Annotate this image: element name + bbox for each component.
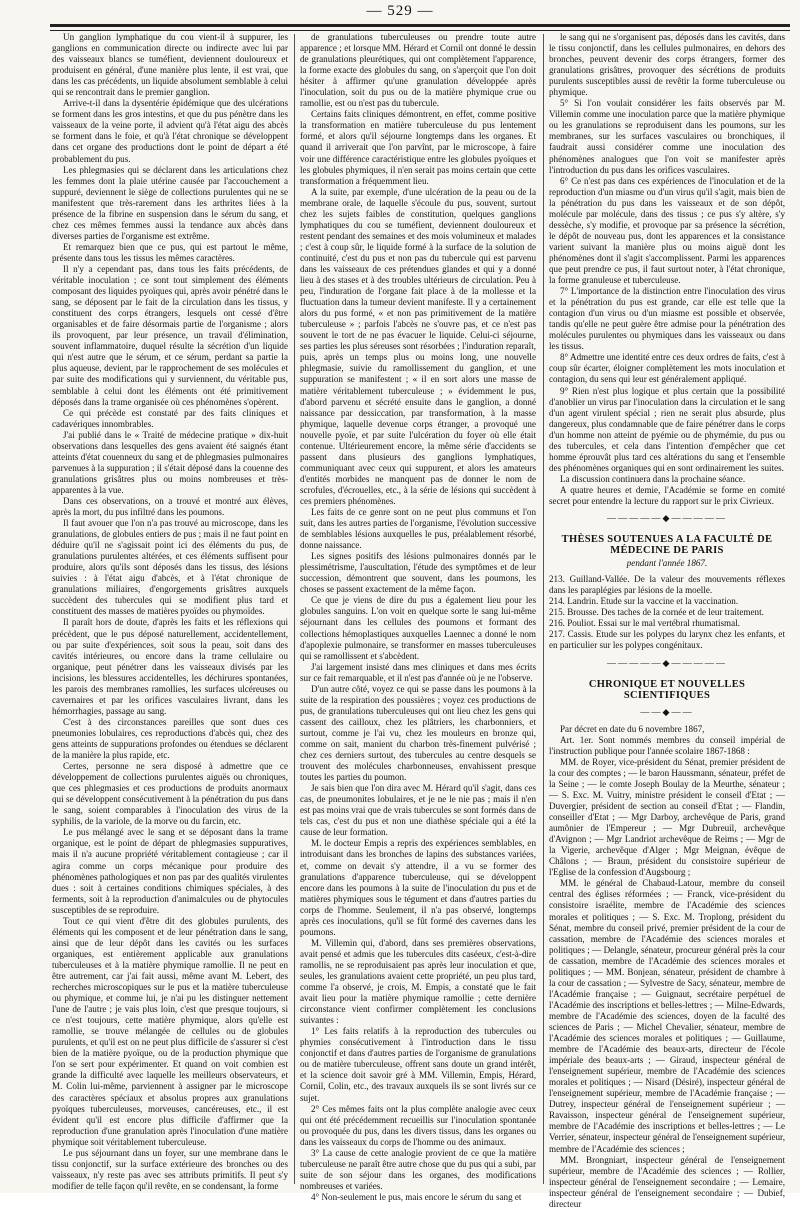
paragraph: 6° Ce n'est pas dans ces expériences de l'inoculation et de la reproduction d'un miasme ou d'un virus qu'il s'agit, mais bien de la pénétration du pus dans les vaisseaux et de son dépôt, molécule par molécule, dans des tissus ; ce pus s'y altère, s'y dessèche, s'y modifie, et provoque par sa présence la sécrétion, le dépôt de nouveau pus, dont les apparences et la consistance varient suivant la manière plus ou moins aiguë dont les phénomènes dont il s'agit s'accomplissent. Parmi les apparences que peut prendre ce pus, il faut surtout noter, à l'état chronique, la forme granuleuse et tuberculeuse.	[549, 175, 785, 286]
column-2	[300, 32, 536, 1202]
paragraph: 9° Rien n'est plus logique et plus certain que la possibilité d'anoblier un virus par l'inoculation dans la circulation et le sang d'un agent virulent spécial ; rien ne serait plus absurde, plus dangereux, plus condamnable que de faire pénétrer dans le corps d'un homme non atteint de pyémie ou de phymémie, du pus ou des tubercules, et cela dans l'intention d'empêcher que cet homme éprouvât plus tard ces altérations du sang et l'ensemble des phénomènes organiques qui en sont ordinairement les suites.	[549, 385, 785, 473]
paragraph: 4° Non-seulement le pus, mais encore le sérum du sang et	[311, 1191, 522, 1202]
paragraph: M. Villemin qui, d'abord, dans ses premières observations, avait pensé et admis que les tubercules dits caséeux, c'est-à-dire ramollis, ne se reproduisaient pas après leur inoculation et que, seules, les granulations avaient cette propriété, un peu plus tard, comme l'a observé, je crois, M. Empis, a constaté que le fait avait lieu pour la matière phymique ramollie ; cette dernière circonstance vient confirmer complètement les conclusions suivantes :	[300, 937, 536, 1026]
paragraph: D'un autre côté, voyez ce qui se passe dans les poumons à la suite de la respiration des poussières ; voyez ces productions de pus, de granulations tuberculeuses qui ont lieu chez les gens qui cassent des cailloux, chez les plâtriers, les charbonniers, et surtout, comme je l'ai vu, chez les mouleurs en bronze qui, comme on sait, manient du charbon très-finement pulvérisé ; chez ces derniers surtout, des tubercules au centre desquels se trouvent des molécules charbonneuses, envahissent presque toutes les parties du poumon.	[300, 683, 536, 783]
paragraph: 216. Pouliot. Essai sur le mal vertébral rhumatismal.	[549, 618, 740, 629]
paragraph: Ce que je viens de dire du pus a également lieu pour les globules sanguins. L'on voit en quelque sorte le sang lui-même séjournant dans les cellules des poumons et formant des collections hémoplastiques auxquelles Laennec a donné le nom d'apoplexie pulmonaire, se transformer en masses tuberculeuses qui se ramollissent et s'abcèdent.	[300, 595, 536, 661]
paragraph: M. le docteur Empis a repris des expériences semblables, en introduisant dans les bronches de lapins des substances variées, et, comme on devait s'y attendre, il a vu se former des granulations d'apparence tuberculeuse, qui se développent encore dans les poumons à la suite de l'inoculation du pus et de matières phymiques sous le tégument et dans d'autres parties du corps de l'homme. Seulement, il n'a pas observé, longtemps après ces inoculations, qu'il se fût formé des cavernes dans les poumons.	[300, 838, 536, 937]
paragraph: Dans ces observations, on a trouvé et montré aux élèves, après la mort, du pus infiltré dans les poumons.	[52, 495, 288, 518]
paragraph: 214. Landrin. Etude sur la vaccine et la vaccination.	[549, 596, 739, 607]
paragraph: Tout ce qui vient d'être dit des globules purulents, des éléments qui les composent et de leur pénétration dans le sang, ainsi que de leur dépôt dans les cavités ou les surfaces organiques, est entièrement applicable aux granulations tuberculeuses et à la matière phymique ramollie. Il ne peut en être autrement, car j'ai fait aussi, même avant M. Lebert, des recherches microscopiques sur le pus et la matière tuberculeuse ou phymique, et comme lui, je n'ai pu les distinguer nettement l'une de l'autre ; je vais plus loin, c'est que presque toujours, si ce n'est toujours, cette matière phymique, alors qu'elle est ramollie, se trouve mélangée de cellules ou de globules purulents, et qu'il est on ne peut plus difficile de s'assurer si c'est bien de la matière pyoïque, ou de la production phymique que l'on se sert pour expérimenter. Et quand on voit combien est grande la difficulté avec laquelle les meilleurs observateurs, et M. Colin lui-même, parviennent à assigner par le microscope des caractères spéciaux et absolus propres aux granulations pyoïques tuberculeuses, morveuses, cancéreuses, etc., il est évident qu'il est encore plus difficile d'affirmer que la reproduction d'une granulation après l'inoculation d'une matière phymique soit véritablement tuberculeuse.	[52, 915, 288, 1147]
paragraph: 7° L'importance de la distinction entre l'inoculation des virus et la pénétration du pus est grande, car elle est telle que la contagion d'un virus ou d'un miasme est possible et observée, tandis qu'elle ne peut guère être admise pour la pénétration des molécules purulentes ou phymiques dans les vaisseaux ou dans les tissus.	[549, 286, 785, 352]
paragraph: A la suite, par exemple, d'une ulcération de la peau ou de la membrane orale, de laquelle s'écoule du pus, souvent, surtout chez les sujets faibles de constitution, quelques ganglions lymphatiques du cou se tuméfient, deviennent douloureux et restent pendant des semaines et des mois volumineux et malades ; c'est à coup sûr, le liquide formé à la surface de la solution de continuité, c'est du pus et non pas du tubercule qui est parvenu dans les vaisseaux de ces prétendues glandes et qui y a donné lieu à des stases et à des troubles ultérieurs de circulation. Peu à peu, l'induration de l'organe fait place à de la mollesse et la fluctuation dans la tumeur devient manifeste. Il y a certainement alors du pus formé, « et non pas primitivement de la matière tuberculeuse » ; parfois l'abcès ne s'ouvre pas, et ce n'est pas souvent le tort de ne pas évacuer le liquide. Celui-ci séjourne, ses parties les plus séreuses sont résorbées ; l'induration reparaît, puis, après un temps plus ou moins long, une nouvelle phlegmasie, suivie du ramollissement du ganglion, et une suppuration se manifestent ; « il en sort alors une masse de matière véritablement tuberculeuse ; » évidemment le pus, d'abord parvenu et sécrété ensuite dans le ganglion, a donné naissance par dessiccation, par transformation, à la masse phymique, laquelle devenue corps étranger, a provoqué une nouvelle pyoïe, et par suite l'ulcération du foyer où elle était contenue. Ultérieurement encore, la même série d'accidents se passent dans plusieurs des ganglions lymphatiques, communiquant avec ceux qui suppurent, et alors les amateurs d'entités morbides ne manquent pas de donner le nom de scrofules, d'écrouelles, etc., à la série de lésions qui succèdent à ces premiers phénomènes.	[300, 186, 536, 506]
paragraph: le sang qui ne s'organisent pas, déposés dans les cavités, dans le tissu conjonctif, dans les cellules pulmonaires, en dehors des bronches, peuvent devenir des corps étrangers, former des granulations grisâtres, provoquer des sécrétions de produits purulents susceptibles aussi de revêtir la forme tuberculeuse ou phymique.	[549, 32, 785, 98]
theses-heading: THÈSES SOUTENUES A LA FACULTÉ DE MÉDECINE DE PARIS	[561, 534, 773, 557]
paragraph: 8° Admettre une identité entre ces deux ordres de faits, c'est à coup sûr écarter, éloigner complètement les mots inoculation et contagion, du sens qui leur est généralement appliqué.	[549, 352, 785, 385]
paragraph: Il paraît hors de doute, d'après les faits et les réflexions qui précèdent, que le pus déposé naturellement, accidentellement, ou par suite d'expériences, soit sous la peau, soit dans des cavités intérieures, ou encore dans la trame cellulaire ou organique, peut pénétrer dans les vaisseaux divisés par les incisions, les blessures accidentelles, les déchirures spontanées, les parois des membranes ramollies, les surfaces ulcéreuses ou cavernaires et par les orifices vasculaires livrant, dans les hémorrhagies, passage au sang.	[52, 617, 288, 716]
ornament-divider: —————◆—————	[607, 657, 727, 668]
header-rule	[50, 24, 790, 31]
paragraph: de granulations tuberculeuses ou prendre toute autre apparence ; et lorsque MM. Hérard et Cornil ont donné le dessin de granulations pleurétiques, qui ont complètement l'apparence, la forme exacte des globules du sang, on s'aperçoit que l'on doit hésiter à affirmer qu'une granulation développée après l'inoculation, soit du pus ou de la matière phymique crue ou ramollie, est ou n'est pas du tubercule.	[300, 32, 536, 109]
paragraph: Je sais bien que l'on dira avec M. Hérard qu'il s'agit, dans ces cas, de pneumonites lobulaires, et je ne le nie pas ; mais il n'en est pas moins vrai que de vrais tubercules se sont formés dans de tels cas, c'est du pus et non une diathèse spéciale qui a été la cause de leur formation.	[300, 783, 536, 838]
paragraph: Arrive-t-il dans la dysentérie épidémique que des ulcérations se forment dans les gros intestins, et que du pus pénètre dans les vaisseaux de la veine porte, il advient qu'à l'état aigu des abcès se forment dans le foie, et qu'à l'état chronique se développent dans cet organe des productions dont le point de départ a été probablement du pus.	[52, 98, 288, 164]
column-3-text	[549, 32, 785, 507]
paragraph: 2° Ces mêmes faits ont la plus complète analogie avec ceux qui ont été précédemment recueillis sur l'inoculation spontanée ou provoquée du pus, dans les divers tissus, dans les organes ou dans les vaisseaux du corps de l'homme ou des animaux.	[300, 1103, 536, 1147]
column-divider	[543, 34, 544, 1184]
paragraph: J'ai largement insisté dans mes cliniques et dans mes écrits sur ce fait remarquable, et il n'est pas d'année où je ne l'observe.	[300, 661, 536, 683]
paragraph: A quatre heures et demie, l'Académie se forme en comité secret pour entendre la lecture du rapport sur le prix Civrieux.	[549, 484, 785, 506]
paragraph: 3° La cause de cette analogie provient de ce que la matière tuberculeuse ne paraît être autre chose que du pus qui a subi, par suite de son séjour dans les organes, des modifications nombreuses et variées.	[300, 1147, 536, 1191]
paragraph: 213. Guilland-Vallée. De la valeur des mouvements réflexes dans les paraplégies par lésions de la moelle.	[549, 574, 785, 596]
paragraph: MM. de Royer, vice-président du Sénat, premier président de la cour des comptes ; — le baron Haussmann, sénateur, préfet de la Seine ; — le comte Joseph Boulay de la Meurthe, sénateur ; — S. Exc. M. Vuitry, ministre président le conseil d'Etat ; — Duvergier, président de section au conseil d'Etat ; — Flandin, conseiller d'Etat ; — Mgr Darboy, archevêque de Paris, grand aumônier de l'Empereur ; — Mgr Dubreuil, archevêque d'Avignon ; — Mgr Landriot archevêque de Reims ; — Mgr de la Vigerie, archevêque d'Alger ; Mgr Meignan, évêque de Châlons ; — Braun, président du consistoire supérieur de l'Eglise de la confession d'Augsbourg ;	[549, 756, 785, 878]
column-3	[549, 32, 785, 1209]
column-divider	[294, 34, 295, 1184]
paragraph: Ce qui précède est constaté par des faits cliniques et cadavériques innombrables.	[52, 407, 288, 429]
paragraph: Il n'y a cependant pas, dans tous les faits précédents, de véritable inoculation ; ce sont tout simplement des éléments composant des liquides pyoïques qui, après avoir pénétré dans le sang, se déposent par le fait de la circulation dans les tissus, y constituent des corps étrangers, lesquels ont cessé d'être organisables et de faire désormais partie de l'organisme ; alors ils provoquent, par leur présence, un travail d'élimination, souvent inflammatoire, duquel résulte la sécrétion d'un liquide qui n'est autre que le sérum, et ce sérum, perdant sa partie la plus aqueuse, devient, par le rapprochement de ses molécules et par suite des modifications qui y surviennent, du véritable pus, semblable à celui dont les éléments ont été primitivement déposés dans la trame organisée où ces phénomènes s'opèrent.	[52, 263, 288, 407]
paragraph: Les faits de ce genre sont on ne peut plus communs et l'on suit, dans les autres parties de l'organisme, l'évolution successive de semblables lésions auxquelles le pus, préalablement résorbé, donne naissance.	[300, 507, 536, 551]
ornament-divider: —————◆—————	[607, 513, 727, 524]
paragraph: 1° Les faits relatifs à la reproduction des tubercules ou phymies consécutivement à l'introduction dans le tissu conjonctif et dans d'autres parties de l'organisme de granulations ou de matière tuberculeuse, offrent sans doute un grand intérêt, et la science doit savoir gré à MM. Villemin, Empis, Hérard, Cornil, Colin, etc., des travaux auxquels ils se sont livrés sur ce sujet.	[300, 1026, 536, 1103]
paragraph: MM. le général de Chabaud-Latour, membre du conseil central des églises réformées ; — Franck, vice-président du consistoire israélite, membre de l'Académie des sciences morales et politiques ; — S. Exc. M. Troplong, président du Sénat, membre du conseil privé, premier président de la cour de cassation, membre de l'Académie des sciences morales et politiques ; — Delangle, sénateur, procureur général près la cour de cassation, membre de l'Académie des sciences morales et politiques ; — MM. Bonjean, sénateur, président de chambre à la cour de cassation ; — Sylvestre de Sacy, sénateur, membre de l'Académie française ; — Guignaut, secrétaire perpétuel de l'Académie des inscriptions et belles-lettres ; — Milne-Edwards, membre de l'Académie des sciences, doyen de la faculté des sciences de Paris ; — Michel Chevalier, sénateur, membre de l'Académie des sciences morales et politiques ; — Guillaume, membre de l'Académie des beaux-arts, directeur de l'école impériale des beaux-arts ; — Giraud, inspecteur général de l'enseignement supérieur, membre de l'Académie des sciences morales et politiques ; — Nisard (Désiré), inspecteur général de l'enseignement supérieur, membre de l'Académie française ; — Dutrey, inspecteur général de l'enseignement supérieur ; — Ravaisson, inspecteur général de l'enseignement supérieur, membre de l'Académie des inscriptions et belles-lettres ; — Le Verrier, sénateur, inspecteur général de l'enseignement supérieur, membre de l'Académie des sciences ;	[549, 878, 785, 1154]
paragraph: La discussion continuera dans la prochaine séance.	[560, 473, 746, 484]
paragraph: Les phlegmasies qui se déclarent dans les articulations chez les femmes dont la plaie utérine causée par l'accouchement a suppuré, deviennent le siège de collections purulentes qui ne se manifestent que très-rarement dans les arthrites liées à la présence de la fibrine en suspension dans le sérum du sang, et chez ces mêmes femmes aussi la tendance aux abcès dans diverses parties de l'organisme est extrême.	[52, 164, 288, 241]
paragraph: 215. Brousse. Des taches de la cornée et de leur traitement.	[549, 607, 764, 618]
ornament-divider: ——◆——	[640, 706, 694, 717]
paragraph: Un ganglion lymphatique du cou vient-il à suppurer, les ganglions en communication directe ou indirecte avec lui par des vaisseaux blancs se tuméfient, deviennent douloureux et produisent en général, d'une manière plus lente, il est vrai, que dans les cas précédents, un liquide absolument semblable à celui qui se rencontrait dans le premier ganglion.	[52, 32, 288, 98]
paragraph: Art. 1er. Sont nommés membres du conseil impérial de l'instruction publique pour l'année scolaire 1867-1868 :	[549, 734, 785, 756]
paragraph: Le pus mélangé avec le sang et se déposant dans la trame organique, est le point de départ de phlegmasies suppuratives, mais il n'a aucune propriété véritablement contagieuse ; car il agira comme un corps mécanique pour produire des phénomènes pathologiques et non pas par des qualités virulentes dues : soit à certaines conditions chimiques spéciales, à des ferments, soit à la reproduction d'animalcules ou de phytocules susceptibles de se reproduire.	[52, 827, 288, 915]
paragraph: Certes, personne ne sera disposé à admettre que ce développement de collections purulentes aiguës ou chroniques, que ces phlegmasies et ces productions de produits anormaux qui se développent consécutivement à la pénétration du pus dans le sang, soient comparables à l'inoculation des virus de la syphilis, de la variole, de la morve ou du farcin, etc.	[52, 761, 288, 827]
paragraph: Il faut avouer que l'on n'a pas trouvé au microscope, dans les granulations, de globules entiers de pus ; mais il ne faut point en déduire qu'il ne s'agissait point ici des éléments du pus, de granulations purulentes altérées, et ces éléments suffisent pour produire, alors qu'ils sont déposés dans les tissus, des lésions suivies : à l'état aigu d'abcès, et à l'état chronique de granulations miliaires, d'engorgements grisâtres auxquels succèdent des tubercules qui se modifient plus tard et constituent des masses de matières pyoïdes ou phymoïdes.	[52, 518, 288, 617]
theses-subheading: pendant l'année 1867.	[626, 558, 708, 569]
paragraph: Par décret en date du 6 novembre 1867,	[560, 723, 705, 734]
paragraph: Le pus séjournant dans un foyer, sur une membrane dans le tissu conjonctif, sur la surface extérieure des bronches ou des vaisseaux, n'y reste pas avec ses attributs primitifs. Il peut s'y modifier de telle façon qu'il revête, en se condensant, la forme	[52, 1147, 288, 1191]
column-1	[52, 32, 288, 1191]
paragraph: Et remarquez bien que ce pus, qui est partout le même, présente dans tous les tissus les mêmes caractères.	[52, 241, 288, 263]
paragraph: Certains faits cliniques démontrent, en effet, comme positive la transformation en matière tuberculeuse du pus lentement formé, et alors qu'il séjourne longtemps dans les organes. Et quand il arriverait que l'on parvînt, par le microscope, à faire voir une différence caractéristique entre les globules pyoïques et les globules phymiques, il n'en serait pas moins certain que cette transformation a fréquemment lieu.	[300, 109, 536, 186]
chronique-text	[549, 724, 785, 1210]
chronique-heading: CHRONIQUE ET NOUVELLES SCIENTIFIQUES	[588, 678, 746, 701]
theses-list	[549, 574, 785, 651]
paragraph: 217. Cassis. Etude sur les polypes du larynx chez les enfants, et en particulier sur les polypes congénitaux.	[549, 629, 785, 651]
paragraph: Les signes positifs des lésions pulmonaires donnés par le plessimétrisme, l'auscultation, l'étude des symptômes et de leur succession, démontrent que souvent, dans les poumons, les choses se passent exactement de la même façon.	[300, 551, 536, 595]
page-number: — 529 —	[366, 3, 434, 19]
paragraph: C'est à des circonstances pareilles que sont dues ces pneumonies lobulaires, ces reproductions d'abcès qui, chez des gens atteints de suppurations profondes ou étendues se déclarent de la manière la plus rapide, etc.	[52, 716, 288, 761]
paragraph: 5° Si l'on voulait considérer les faits observés par M. Villemin comme une inoculation parce que la matière phymique ou les granulations se reproduisent dans les poumons, sur les membranes, sur les surfaces vasculaires ou bronchiques, il faudrait aussi considérer comme une inoculation des phénomènes analogues que l'on voit se manifester après l'introduction du pus dans les orifices vasculaires.	[549, 98, 785, 175]
paragraph: J'ai publié dans le « Traité de médecine pratique » dix-huit observations dans lesquelles des gens avaient été saignés étant atteints d'état couenneux du sang et de phlegmasies pulmonaires parvenues à la suppuration ; il s'était déposé dans la couenne des granulations grisâtres plus ou moins nombreuses et très-apparentes à la vue.	[52, 429, 288, 495]
paragraph: MM. Brongniart, inspecteur général de l'enseignement supérieur, membre de l'Académie des sciences ; — Rollier, inspecteur général de l'enseignement secondaire ; — Lemaire, inspecteur général de l'enseignement secondaire ; — Dubief, directeur	[549, 1154, 785, 1209]
